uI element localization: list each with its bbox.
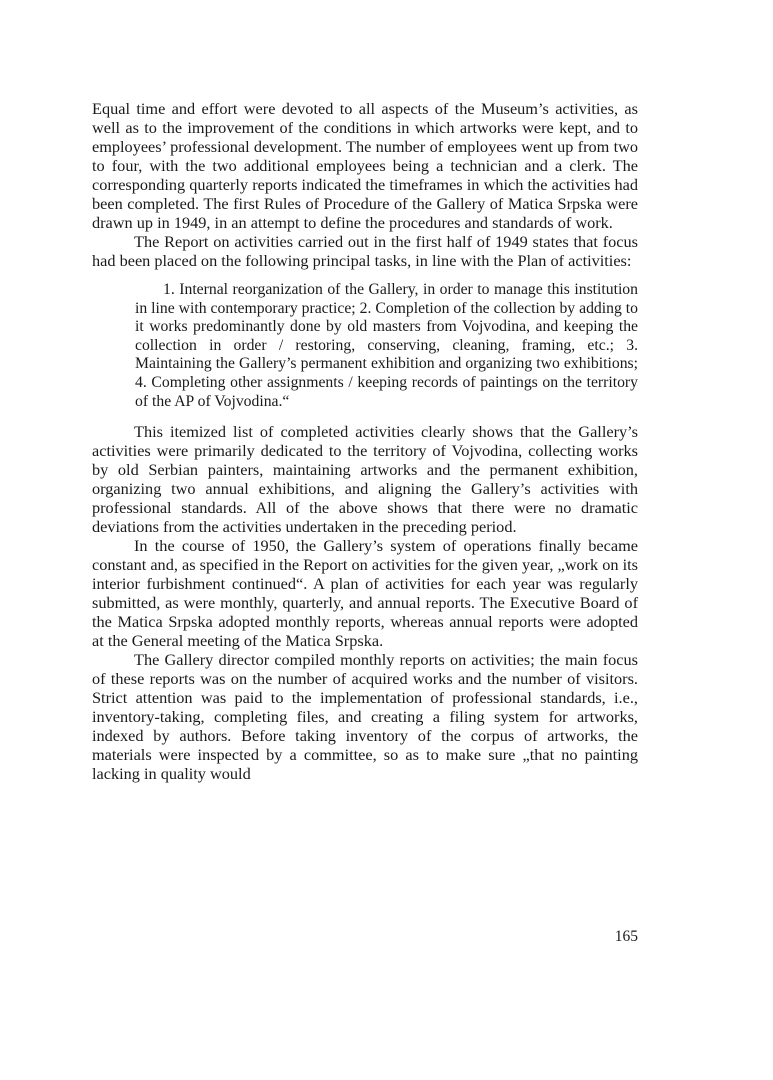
- paragraph-3: This itemized list of completed activities clearly shows that the Gallery’s activities were primarily dedicated to the territory of Vojvodina, collecting works by old Serbian painters, maintaining artworks and the permanent exhibition, organizing two annual exhibitions, and aligning the Gallery’s activities with professional standards. All of the above shows that there were no dramatic deviations from the activities undertaken in the preceding period.: [92, 422, 638, 537]
- page-number: 165: [614, 928, 638, 945]
- block-quote: 1. Internal reorganization of the Gallery, in order to manage this institution in line with contemporary practice; 2. Completion of the collection by adding to it works predominantly done by old masters from Vojvodina, and keeping the collection in order / restoring, conserving, cleaning, framing, etc.; 3. Maintaining the Gallery’s permanent exhibition and organizing two exhibitions; 4. Completing other assignments / keeping records of paintings on the territory of the AP of Vojvodina.“: [135, 281, 638, 410]
- page-body: [92, 99, 638, 783]
- paragraph-2: The Report on activities carried out in the first half of 1949 states that focus had been placed on the following principal tasks, in line with the Plan of activities:: [92, 232, 638, 270]
- paragraph-5: The Gallery director compiled monthly reports on activities; the main focus of these reports was on the number of acquired works and the number of visitors. Strict attention was paid to the implementation of professional standards, i.e., inventory-taking, completing files, and creating a filing system for artworks, indexed by authors. Before taking inventory of the corpus of artworks, the materials were inspected by a committee, so as to make sure „that no painting lacking in quality would: [92, 650, 638, 784]
- paragraph-1: Equal time and effort were devoted to all aspects of the Museum’s activities, as well as to the improvement of the conditions in which artworks were kept, and to employees’ professional development. The number of employees went up from two to four, with the two additional employees being a technician and a clerk. The corresponding quarterly reports indicated the timeframes in which the activities had been completed. The first Rules of Procedure of the Gallery of Matica Srpska were drawn up in 1949, in an attempt to define the procedures and standards of work.: [92, 99, 638, 232]
- paragraph-4: In the course of 1950, the Gallery’s system of operations finally became constant and, as specified in the Report on activities for the given year, „work on its interior furbishment continued“. A plan of activities for each year was regularly submitted, as were monthly, quarterly, and annual reports. The Executive Board of the Matica Srpska adopted monthly reports, whereas annual reports were adopted at the General meeting of the Matica Srpska.: [92, 536, 638, 651]
